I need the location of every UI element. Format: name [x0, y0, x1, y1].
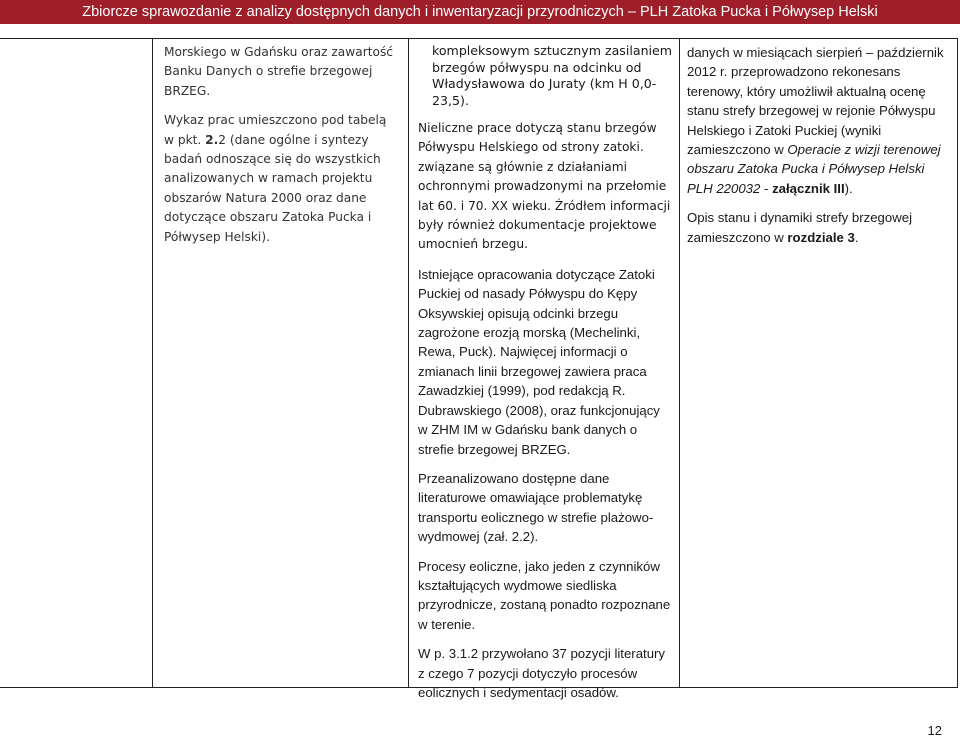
- table-cell-analysis: [409, 39, 679, 700]
- page-number: 12: [927, 723, 942, 738]
- paragraph: Wykaz prac umieszczono pod tabelą w pkt. 2.2 (dane ogólne i syntezy badań odnoszące się do wszystkich analizowanych w ramach projektu obszarów Natura 2000 oraz dane dotyczące obszaru Zatoka Pucka i Półwysep Helski).: [164, 113, 387, 244]
- table-cell-fieldwork: [680, 39, 958, 687]
- paragraph: Przeanalizowano dostępne dane literaturowe omawiające problematykę transportu eolicznego w strefie plażowo-wydmowej (zał. 2.2).: [418, 470, 654, 545]
- paragraph: Nieliczne prace dotyczą stanu brzegów Półwyspu Helskiego od strony zatoki. związane są głównie z działaniami ochronnymi prowadzonymi na przełomie lat 60. i 70. XX wieku. Źródłem informacji były również dokumentacje projektowe umocnień brzegu.: [418, 121, 671, 252]
- paragraph: W p. 3.1.2 przywołano 37 pozycji literatury z czego 7 pozycji dotyczyło procesów eolicznych i sedymentacji osadów.: [418, 646, 666, 700]
- paragraph: Morskiego w Gdańsku oraz zawartość Banku Danych o strefie brzegowej BRZEG.: [164, 45, 393, 98]
- header-title: Zbiorcze sprawozdanie z analizy dostępnych danych i inwentaryzacji przyrodniczych – PLH Zatoka Pucka i Półwysep Helski: [82, 4, 878, 20]
- paragraph: Opis stanu i dynamiki strefy brzegowej zamieszczono w rozdziale 3.: [687, 210, 913, 245]
- paragraph: danych w miesiącach sierpień – październik 2012 r. przeprowadzono rekonesans terenowy, który umożliwił aktualną ocenę stanu strefy brzegowej w rejonie Półwyspu Helskiego i Zatoki Puckiej (wyniki zamieszczono w Operacie z wizji terenowej obszaru Zatoka Pucka i Półwysep Helski PLH 220032 - załącznik III).: [687, 45, 944, 196]
- paragraph: Istniejące opracowania dotyczące Zatoki Puckiej od nasady Półwyspu do Kępy Oksywskiej opisują odcinki brzegu zagrożone erozją morską (Mechelinki, Rewa, Puck). Najwięcej informacji o zmianach linii brzegowej zawiera praca Zawadzkiej (1999), pod redakcją R. Dubrawskiego (2008), oraz funkcjonujący w ZHM IM w Gdańsku bank danych o strefie brzegowej BRZEG.: [418, 266, 660, 457]
- table-cell-empty: [0, 39, 152, 687]
- table-cell-sources: [153, 39, 408, 687]
- paragraph: kompleksowym sztucznym zasilaniem brzegów półwyspu na odcinku od Władysławowa do Juraty (km H 0,0-23,5).: [432, 43, 673, 108]
- document-header: [0, 0, 960, 24]
- content-table: [0, 38, 958, 700]
- paragraph: Procesy eoliczne, jako jeden z czynników kształtujących wydmowe siedliska przyrodnicze, zostaną ponadto rozpoznane w terenie.: [418, 558, 671, 632]
